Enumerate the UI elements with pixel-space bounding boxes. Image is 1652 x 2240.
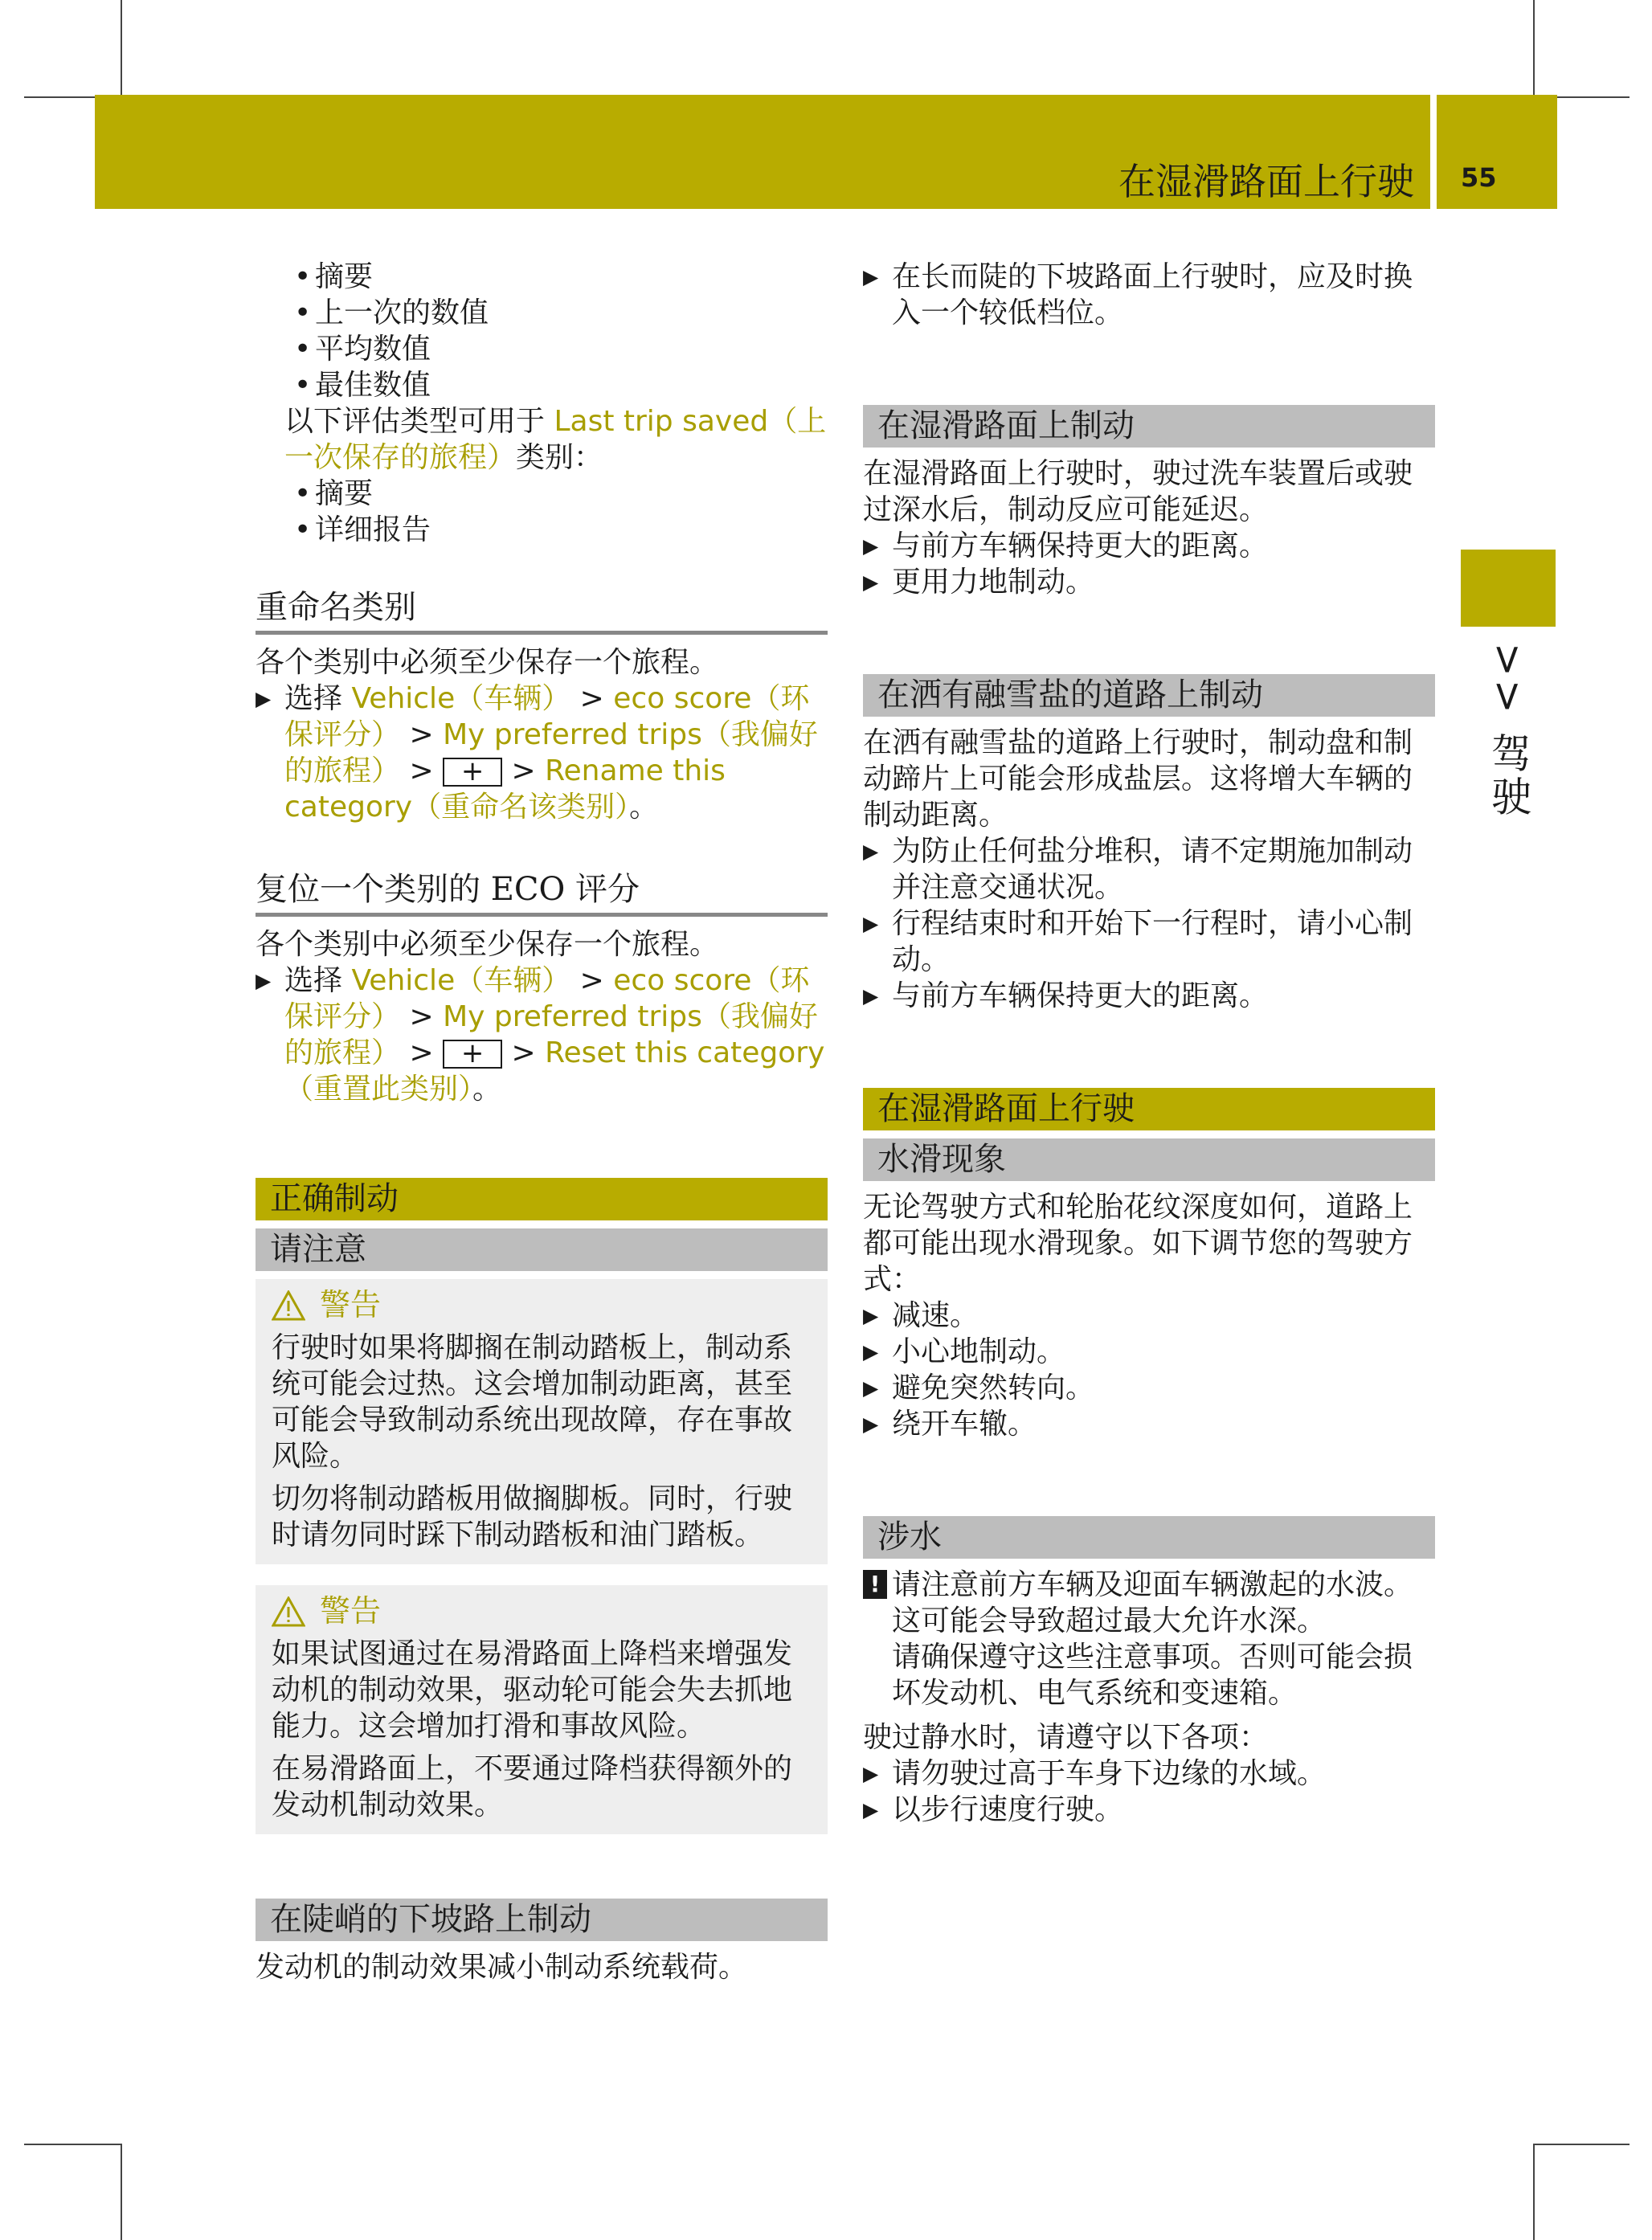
aquaplaning-text: 无论驾驶方式和轮胎花纹深度如何，道路上都可能出现水滑现象。如下调节您的驾驶方式： [863,1191,1413,1296]
menu-eco-score: eco score（环保评分） [284,964,810,1033]
left-column [256,259,828,1985]
aquaplaning-subheading: 水滑现象 [863,1138,1435,1181]
eval-text-after: 类别： [516,441,603,474]
warning-text: 如果试图通过在易滑路面上降档来增强发动机的制动效果，驱动轮可能会失去抓地能力。这会增加打滑和事故风险。 [272,1637,793,1743]
reset-step: ▶ 选择 Vehicle（车辆） > eco score（环保评分） > My preferred trips（我偏好的旅程） > + > Reset this category（重置此类别）。 [256,963,828,1107]
salt-text: 在洒有融雪盐的道路上行驶时，制动盘和制动蹄片上可能会形成盐层。这将增大车辆的制动距离。 [863,726,1413,832]
salt-step: ▶ 与前方车辆保持更大的距离。 [863,978,1435,1014]
aquaplaning-step: ▶ 小心地制动。 [863,1334,1435,1370]
list-item: • 摘要 [284,476,828,512]
wading-step: ▶ 以步行速度行驶。 [863,1792,1435,1828]
downhill-text: 发动机的制动效果减小制动系统载荷。 [256,1951,748,1984]
braking-heading: 正确制动 [256,1178,828,1220]
crop-mark [121,2144,122,2240]
downhill-heading: 在陡峭的下坡路上制动 [256,1899,828,1941]
wet-driving-heading: 在湿滑路面上行驶 [863,1088,1435,1130]
menu-preferred-trips: My preferred trips（我偏好的旅程） [284,718,818,787]
menu-eco-score: eco score（环保评分） [284,682,810,751]
side-chapter-label: >> 驾驶 [1485,643,1531,820]
crop-mark [24,2144,121,2145]
rename-heading: 重命名类别 [256,590,828,635]
eval-text [284,403,828,476]
list-item: • 平均数值 [284,331,828,367]
exclamation-icon: ! [863,1570,887,1599]
salt-step: ▶ 为防止任何盐分堆积，请不定期施加制动并注意交通状况。 [863,833,1435,905]
crop-mark [1533,0,1535,96]
page-number-box [1437,95,1557,209]
warning-label: 警告 [320,1287,382,1322]
notice-box [863,1567,1435,1711]
last-trip-saved-link: Last trip saved（上一次保存的旅程） [284,405,827,474]
warning-header [272,1287,812,1323]
page-title: 在湿滑路面上行驶 [1118,160,1414,203]
warning-text: 切勿将制动踏板用做搁脚板。同时，行驶时请勿同时踩下制动踏板和油门踏板。 [272,1482,793,1551]
warning-triangle-icon [272,1596,305,1627]
wet-braking-step: ▶ 与前方车辆保持更大的距离。 [863,528,1435,564]
aquaplaning-step: ▶ 避免突然转向。 [863,1370,1435,1406]
wet-braking-step: ▶ 更用力地制动。 [863,564,1435,600]
reset-heading: 复位一个类别的 ECO 评分 [256,872,828,917]
wading-step: ▶ 请勿驶过高于车身下边缘的水域。 [863,1756,1435,1792]
wading-heading: 涉水 [863,1516,1435,1559]
notice-text: 请注意前方车辆及迎面车辆激起的水波。这可能会导致超过最大允许水深。 [892,1568,1413,1637]
plus-icon: + [443,1040,502,1069]
wet-braking-text: 在湿滑路面上行驶时，驶过洗车装置后或驶过深水后，制动反应可能延迟。 [863,457,1413,526]
aquaplaning-step: ▶ 绕开车辙。 [863,1406,1435,1442]
summary-list [256,259,828,548]
warning-header [272,1593,812,1629]
list-item: • 最佳数值 [284,367,828,403]
menu-reset-category: Reset this category（重置此类别） [284,1036,825,1106]
salt-heading: 在洒有融雪盐的道路上制动 [863,674,1435,717]
warning-box-1 [256,1279,828,1564]
right-column [863,259,1435,1828]
menu-preferred-trips: My preferred trips（我偏好的旅程） [284,1000,818,1069]
reset-intro: 各个类别中必须至少保存一个旅程。 [256,928,719,961]
crop-mark [121,0,122,96]
warning-text: 在易滑路面上，不要通过降档获得额外的发动机制动效果。 [272,1752,793,1821]
warning-text: 行驶时如果将脚搁在制动踏板上，制动系统可能会过热。这会增加制动距离，甚至可能会导致制动系统出现故障，存在事故风险。 [272,1331,793,1473]
warning-label: 警告 [320,1593,382,1629]
downhill-step: ▶ 在长而陡的下坡路面上行驶时，应及时换入一个较低档位。 [863,259,1435,331]
warning-box-2 [256,1585,828,1834]
list-item: • 详细报告 [284,512,828,548]
list-item: • 上一次的数值 [284,295,828,331]
menu-vehicle: Vehicle（车辆） [351,682,571,715]
warning-triangle-icon [272,1290,305,1321]
wet-braking-heading: 在湿滑路面上制动 [863,405,1435,448]
rename-step: ▶ 选择 Vehicle（车辆） > eco score（环保评分） > My preferred trips（我偏好的旅程） > + > Rename this category（重命名该类别）。 [256,681,828,825]
notice-text: 请确保遵守这些注意事项。否则可能会损坏发动机、电气系统和变速箱。 [892,1641,1413,1710]
eval-text-before: 以下评估类型可用于 [284,405,554,438]
rename-intro: 各个类别中必须至少保存一个旅程。 [256,646,719,679]
page-number: 55 [1461,162,1497,193]
plus-icon: + [443,758,502,787]
attention-subheading: 请注意 [256,1228,828,1271]
side-tab [1461,550,1556,627]
menu-vehicle: Vehicle（车辆） [351,964,571,997]
salt-step: ▶ 行程结束时和开始下一行程时，请小心制动。 [863,905,1435,978]
crop-mark [1533,2144,1630,2145]
menu-rename-category: Rename this category（重命名该类别） [284,754,726,824]
list-item: • 摘要 [284,259,828,295]
wading-text: 驶过静水时，请遵守以下各项： [863,1721,1269,1754]
crop-mark [1533,2144,1535,2240]
aquaplaning-step: ▶ 减速。 [863,1298,1435,1334]
